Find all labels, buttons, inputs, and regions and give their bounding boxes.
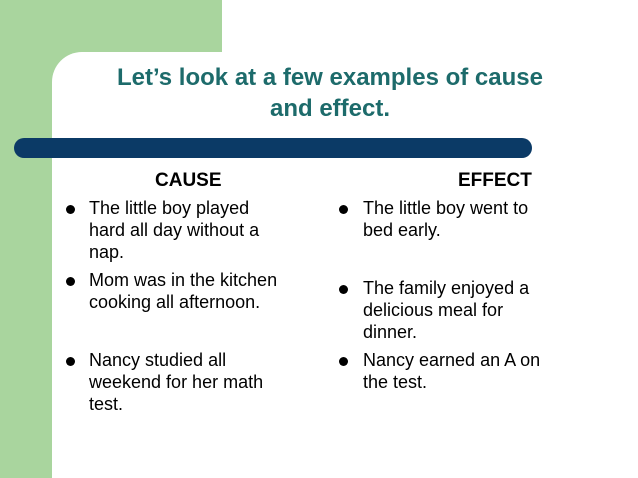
cause-item-2-line-2: cooking all afternoon. — [89, 292, 261, 312]
cause-item-3-line-3: test. — [89, 394, 124, 414]
cause-item-3 — [89, 349, 263, 415]
bullet-icon — [339, 205, 348, 214]
effect-heading: EFFECT — [458, 170, 532, 191]
cause-item-3-line-1: Nancy studied all — [89, 350, 227, 370]
cause-item-1-line-1: The little boy played — [89, 198, 250, 218]
cause-item-2 — [89, 269, 277, 313]
cause-item-1-line-2: hard all day without a — [89, 220, 260, 240]
effect-item-2-line-1: The family enjoyed a — [363, 278, 530, 298]
effect-item-1-line-1: The little boy went to — [363, 198, 529, 218]
bullet-icon — [339, 285, 348, 294]
cause-item-2-line-1: Mom was in the kitchen — [89, 270, 278, 290]
green-side-band — [0, 0, 52, 478]
slide-title — [60, 62, 600, 124]
cause-heading: CAUSE — [155, 170, 222, 191]
effect-item-1-line-2: bed early. — [363, 220, 441, 240]
effect-item-2-line-2: delicious meal for — [363, 300, 504, 320]
effect-item-2 — [363, 277, 529, 343]
effect-item-3-line-1: Nancy earned an A on — [363, 350, 541, 370]
bullet-icon — [66, 357, 75, 366]
effect-item-2-line-3: dinner. — [363, 322, 418, 342]
effect-item-3 — [363, 349, 540, 393]
bullet-icon — [339, 357, 348, 366]
bullet-icon — [66, 205, 75, 214]
cause-item-1-line-3: nap. — [89, 242, 125, 262]
cause-item-1 — [89, 197, 259, 263]
effect-item-3-line-2: the test. — [363, 372, 428, 392]
cause-item-3-line-2: weekend for her math — [89, 372, 264, 392]
bullet-icon — [66, 277, 75, 286]
title-line-1: Let’s look at a few examples of cause — [117, 64, 543, 91]
effect-item-1 — [363, 197, 528, 241]
title-divider-bar — [14, 138, 532, 158]
title-line-2: and effect. — [269, 95, 391, 122]
